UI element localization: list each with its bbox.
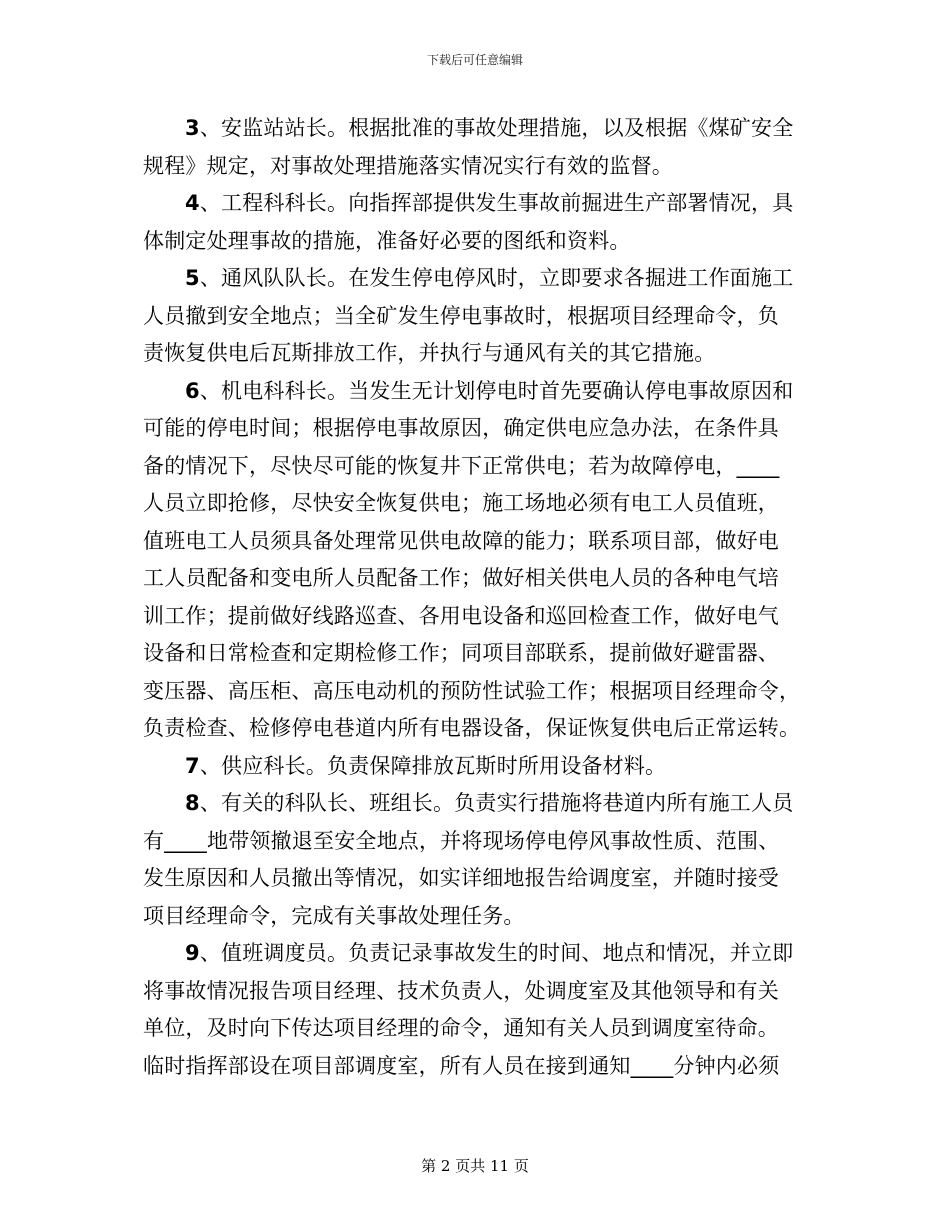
paragraph-6-line-5: 值班电工人员须具备处理常见供电故障的能力；联系项目部，做好电 [143, 528, 779, 553]
paragraph-5-line-1 [143, 260, 815, 298]
paragraph-6-line-10: 负责检查、检修停电巷道内所有电器设备，保证恢复供电后正常运转。 [143, 716, 801, 740]
paragraph-9-line-4: 临时指挥部设在项目部调度室，所有人员在接到通知____分钟内必须 [143, 1053, 780, 1078]
line-text: 、通风队队长。在发生停电停风时，立即要求各掘进工作面施工 [199, 266, 794, 290]
paragraph-3-line-2: 规程》规定，对事故处理措施落实情况实行有效的监督。 [143, 153, 673, 178]
paragraph-4-line-2: 体制定处理事故的措施，准备好必要的图纸和资料。 [143, 228, 631, 253]
paragraph-8-line-3: 发生原因和人员撤出等情况，如实详细地报告给调度室，并随时接受 [143, 866, 779, 890]
paragraph-9-line-2: 将事故情况报告项目经理、技术负责人，处调度室及其他领导和有关 [143, 978, 779, 1003]
paragraph-6-line-4: 人员立即抢修，尽快安全恢复供电；施工场地必须有电工人员值班， [143, 491, 779, 515]
paragraph-6-line-6: 工人员配备和变电所人员配备工作；做好相关供电人员的各种电气培 [143, 566, 779, 590]
paragraph-3-line-1 [143, 110, 815, 148]
item-number: 7 [185, 753, 200, 778]
paragraph-5-line-3: 责恢复供电后瓦斯排放工作，并执行与通风有关的其它措施。 [143, 341, 716, 365]
paragraph-6-line-2: 可能的停电时间；根据停电事故原因，确定供电应急办法，在条件具 [143, 416, 779, 440]
paragraph-8-line-2: 有____地带领撤退至安全地点，并将现场停电停风事故性质、范围、 [143, 828, 780, 853]
paragraph-6-line-3: 备的情况下，尽快尽可能的恢复井下正常供电；若为故障停电，____ [143, 453, 780, 478]
paragraph-6-line-8: 设备和日常检查和定期检修工作；同项目部联系，提前做好避雷器、 [143, 641, 779, 665]
page-header: 下载后可任意编辑 [426, 53, 523, 67]
line-text: 、值班调度员。负责记录事故发生的时间、地点和情况，并立即 [199, 941, 794, 965]
line-text: 、机电科科长。当发生无计划停电时首先要确认停电事故原因和 [199, 378, 794, 403]
line-text: 、供应科长。负责保障排放瓦斯时所用设备材料。 [199, 753, 667, 778]
paragraph-9-line-1 [143, 935, 815, 973]
item-number: 4 [185, 191, 200, 215]
item-number: 5 [185, 266, 200, 290]
paragraph-8-line-1 [143, 785, 815, 823]
paragraph-5-line-2: 人员撤到安全地点；当全矿发生停电事故时，根据项目经理命令，负 [143, 303, 779, 328]
document-body [143, 110, 815, 1085]
paragraph-7-line-1 [143, 748, 815, 786]
page-number: 第 2 页共 11 页 [421, 1157, 529, 1175]
paragraph-6-line-1 [143, 373, 815, 411]
item-number: 3 [185, 116, 200, 140]
paragraph-6-line-7: 训工作；提前做好线路巡查、各用电设备和巡回检查工作，做好电气 [143, 603, 779, 628]
line-text: 、工程科科长。向指挥部提供发生事故前掘进生产部署情况，具 [199, 191, 794, 215]
item-number: 9 [185, 941, 200, 965]
item-number: 6 [185, 378, 200, 403]
paragraph-6-line-9: 变压器、高压柜、高压电动机的预防性试验工作；根据项目经理命令， [143, 678, 801, 703]
paragraph-9-line-3: 单位，及时向下传达项目经理的命令，通知有关人员到调度室待命。 [143, 1016, 779, 1040]
item-number: 8 [185, 791, 200, 815]
line-text: 、有关的科队长、班组长。负责实行措施将巷道内所有施工人员 [199, 791, 794, 815]
line-text: 、安监站站长。根据批准的事故处理措施，以及根据《煤矿安全 [199, 116, 794, 140]
paragraph-4-line-1 [143, 185, 815, 223]
paragraph-8-line-4: 项目经理命令，完成有关事故处理任务。 [143, 903, 525, 928]
